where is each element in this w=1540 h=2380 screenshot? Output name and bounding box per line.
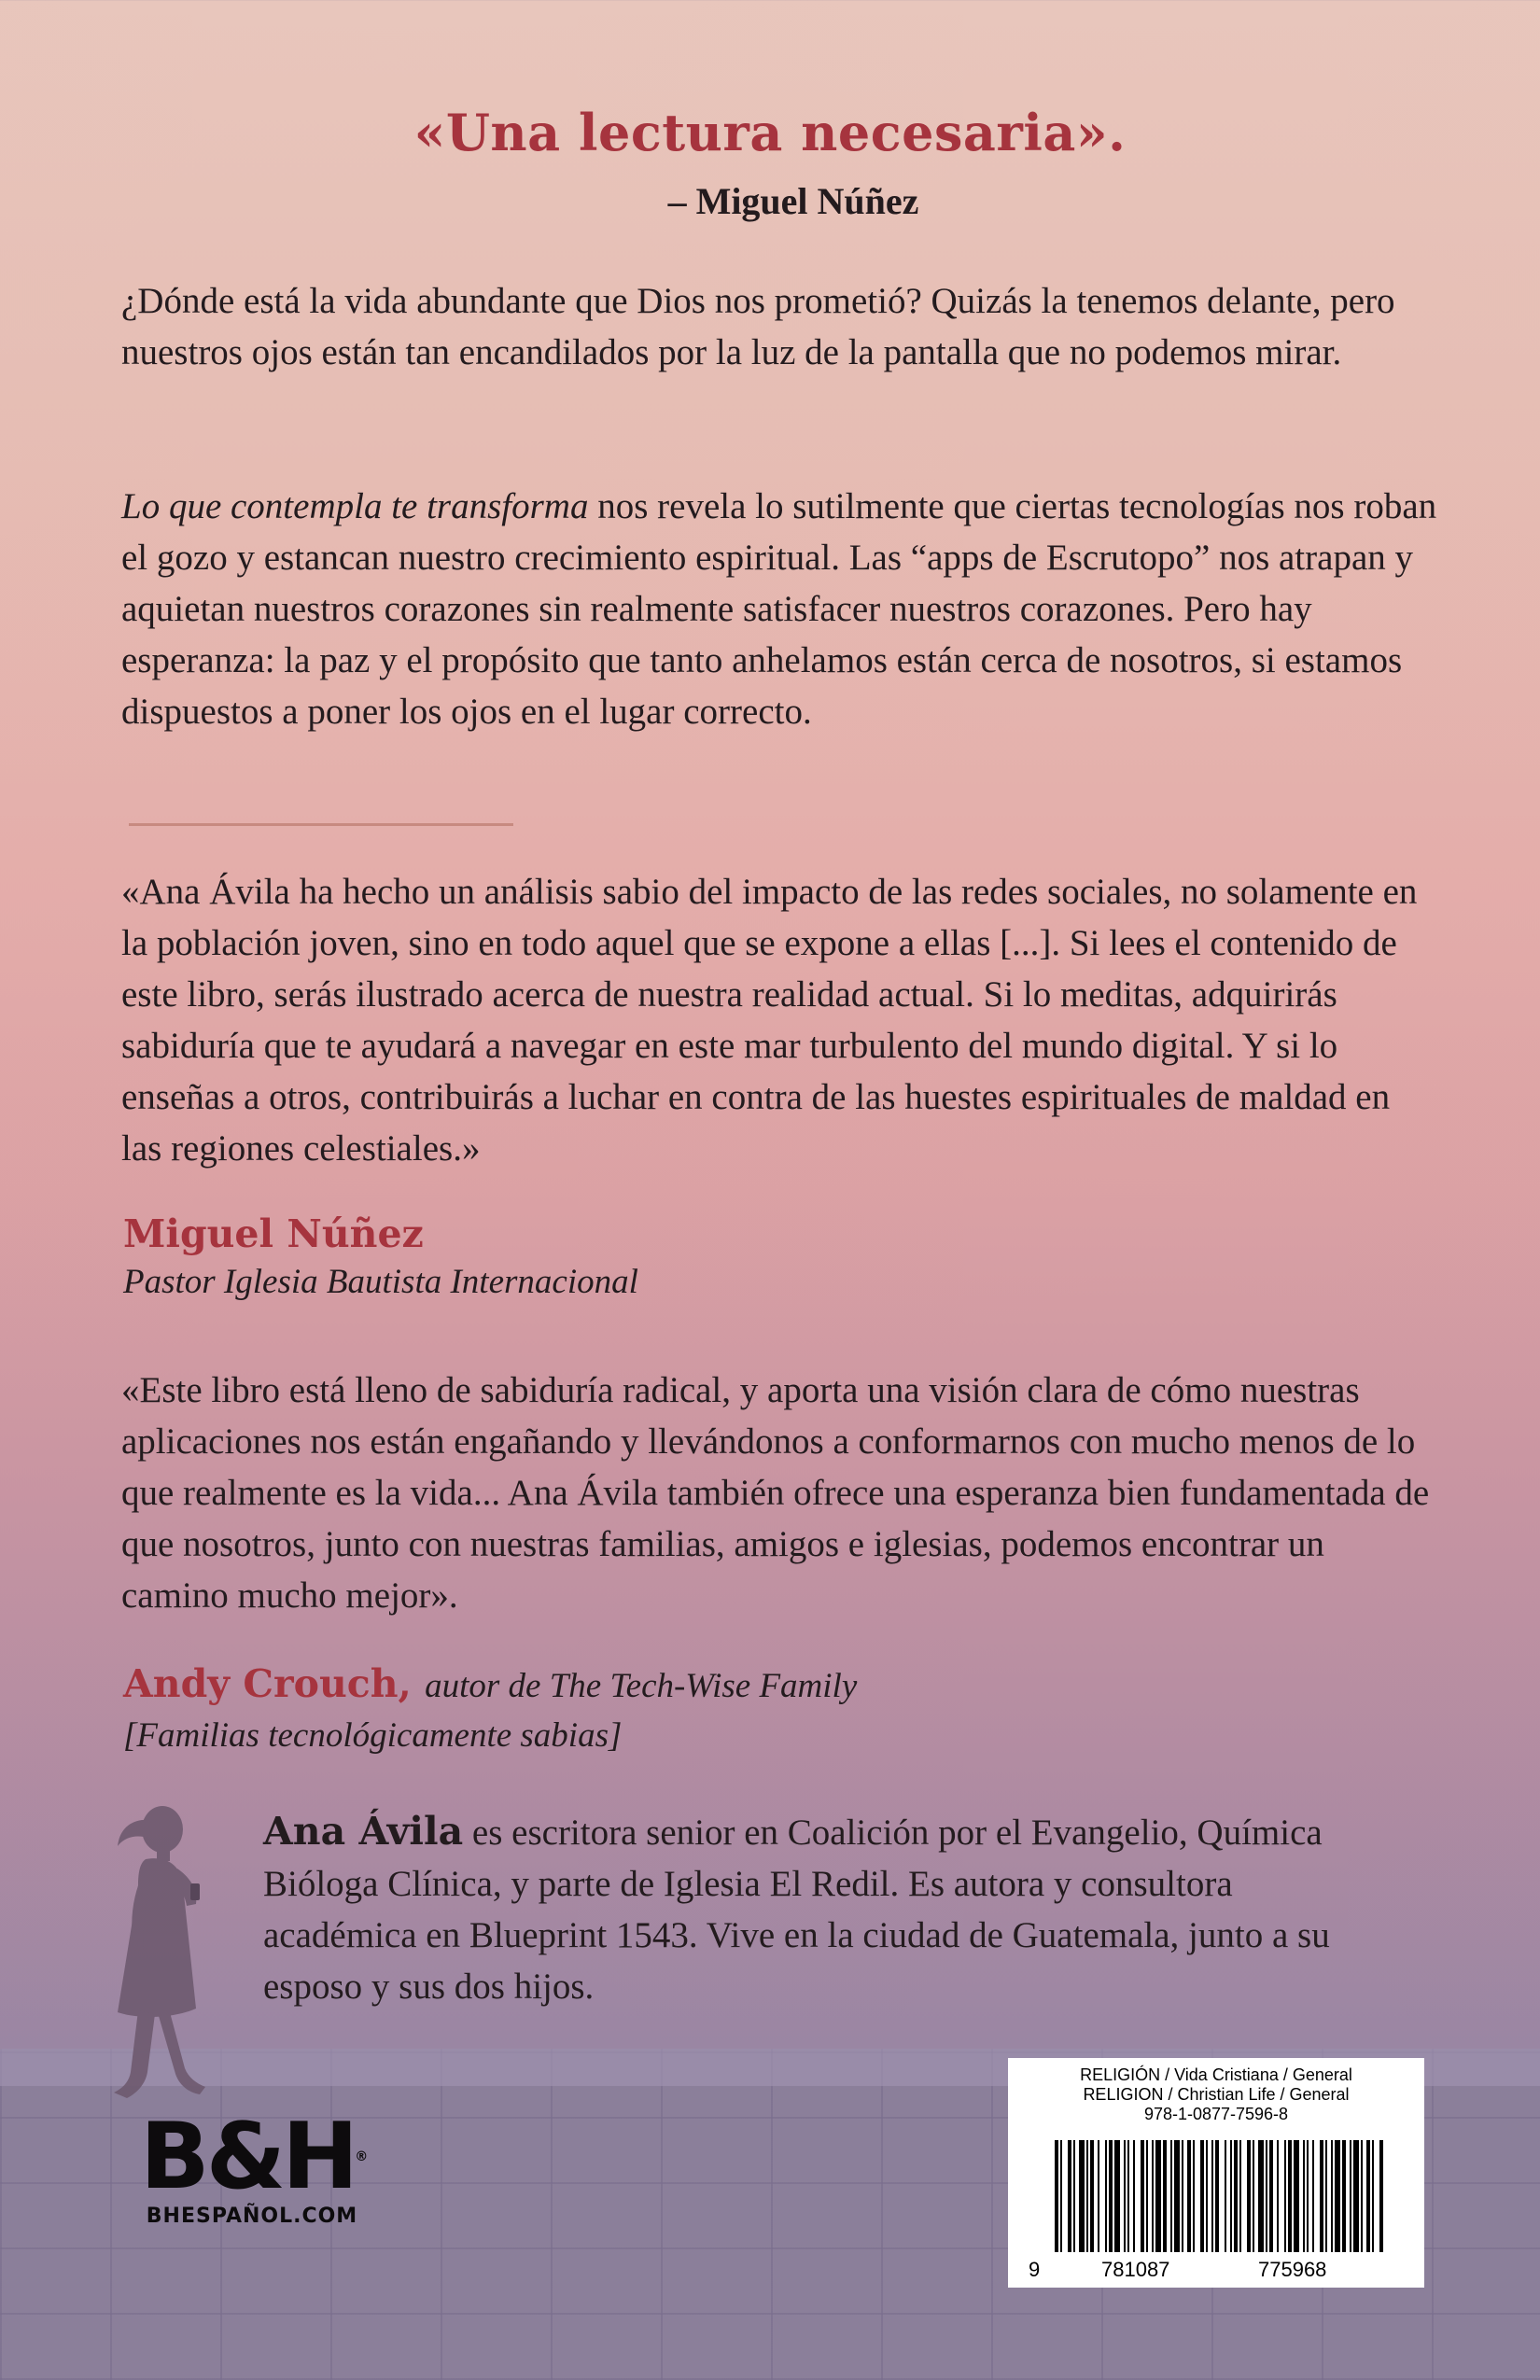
barcode-bar <box>1170 2140 1172 2252</box>
barcode-bar <box>1277 2140 1279 2252</box>
barcode-bar <box>1187 2140 1191 2252</box>
endorsement-1-name: Miguel Núñez <box>123 1211 424 1256</box>
endorsement-1-text: «Ana Ávila ha hecho un análisis sabio del impacto de las redes sociales, no solamente en la población joven, sino en todo aquel que se expone a ellas [...]. Si lees el contenido de este libro, serás ilustrado acerca de nuestra realidad actual. Si lo meditas, adquirirás sabiduría que te ayudará a navegar en este mar turbulento del mundo digital. Y si lo enseñas a otros, contribuirás a luchar en contra de las huestes espirituales de maldad en las regiones celestiales.» <box>121 872 1418 1169</box>
barcode-bar <box>1060 2140 1062 2252</box>
barcode-bar <box>1152 2140 1154 2252</box>
barcode-isbn: 978-1-0877-7596-8 <box>1143 2105 1289 2123</box>
intro-paragraph-2-rest: nos revela lo sutilmente que ciertas tecnologías nos roban el gozo y estancan nuestro crecimiento espiritual. Las “apps de Escrutopo” nos atrapan y aquietan nuestros corazones sin realmente satisfacer nuestros corazones. Pero hay esperanza: la paz y el propósito que tanto anhelamos están cerca de nosotros, si estamos dispuestos a poner los ojos en el lugar correcto. <box>121 486 1437 732</box>
barcode-bar <box>1307 2140 1309 2252</box>
barcode-bar <box>1105 2140 1107 2252</box>
barcode-left-digits: 781087 <box>1101 2258 1170 2281</box>
endorsement-2-name: Andy Crouch, <box>123 1661 412 1706</box>
barcode-bar <box>1284 2140 1286 2252</box>
barcode-bar <box>1206 2140 1208 2252</box>
barcode-bar <box>1086 2140 1088 2252</box>
barcode-bar <box>1055 2140 1058 2252</box>
barcode-bar <box>1124 2140 1126 2252</box>
barcode-bar <box>1090 2140 1094 2252</box>
endorsement-1-role: Pastor Iglesia Bautista Internacional <box>123 1263 638 1301</box>
barcode-bar <box>1098 2140 1099 2252</box>
barcode-category-es: RELIGIÓN / Vida Cristiana / General <box>1080 2065 1352 2084</box>
barcode-bar <box>1230 2140 1232 2252</box>
barcode-bar <box>1073 2140 1075 2252</box>
barcode-bar <box>1239 2140 1241 2252</box>
barcode-bar <box>1200 2140 1204 2252</box>
barcode-bar <box>1225 2140 1226 2252</box>
barcode-bar <box>1266 2140 1267 2252</box>
barcode-bar <box>1109 2140 1113 2252</box>
barcode-bar <box>1079 2140 1085 2252</box>
barcode-bar <box>1342 2140 1346 2252</box>
section-divider <box>129 823 513 826</box>
barcode-bar <box>1253 2140 1254 2252</box>
author-bio <box>263 1806 1365 2012</box>
intro-paragraph-2 <box>121 481 1437 737</box>
barcode-bar <box>1068 2140 1071 2252</box>
barcode-bar <box>1127 2140 1129 2252</box>
barcode-bar <box>1146 2140 1148 2252</box>
barcode-bar <box>1366 2140 1370 2252</box>
book-title: Lo que contempla te transforma <box>121 486 589 526</box>
barcode-bar <box>1182 2140 1183 2252</box>
barcode-bar <box>1193 2140 1195 2252</box>
barcode-bar <box>1269 2140 1273 2252</box>
barcode-bar <box>1303 2140 1305 2252</box>
barcode-lead-digit: 9 <box>1029 2258 1041 2281</box>
barcode-bar <box>1294 2140 1299 2252</box>
barcode-bar <box>1335 2140 1340 2252</box>
barcode-bar <box>1163 2140 1167 2252</box>
barcode-bar <box>1211 2140 1213 2252</box>
publisher-logo <box>140 2104 369 2228</box>
barcode-bar <box>1350 2140 1351 2252</box>
intro-paragraph-1: ¿Dónde está la vida abundante que Dios nos prometió? Quizás la tenemos delante, pero nuestros ojos están tan encandilados por la luz de la pantalla que no podemos mirar. <box>121 281 1395 372</box>
barcode-bar <box>1320 2140 1323 2252</box>
barcode-bar <box>1133 2140 1135 2252</box>
barcode-category-en: RELIGION / Christian Life / General <box>1083 2085 1350 2104</box>
barcode-bar <box>1155 2140 1161 2252</box>
headline-quote: «Una lectura necesaria». <box>413 103 1127 162</box>
barcode-bar <box>1379 2140 1383 2252</box>
barcode-bar <box>1312 2140 1314 2252</box>
barcode-bar <box>1353 2140 1359 2252</box>
barcode-bar <box>1141 2140 1144 2252</box>
publisher-logo-mark: B&H® <box>140 2104 369 2210</box>
author-name: Ana Ávila <box>263 1809 464 1854</box>
barcode-bar <box>1372 2140 1374 2252</box>
barcode-bar <box>1114 2140 1120 2252</box>
endorsement-2-role-translation: [Familias tecnológicamente sabias] <box>123 1716 623 1755</box>
author-bio-text: es escritora senior en Coalición por el Evangelio, Química Bióloga Clínica, y parte de Iglesia El Redil. Es autora y consultora académica en Blueprint 1543. Vive en la ciudad de Guatemala, junto a su esposo y sus dos hijos. <box>263 1813 1330 2007</box>
endorsement-2-role: autor de The Tech-Wise Family <box>425 1667 858 1705</box>
barcode-box <box>1008 2058 1424 2288</box>
barcode-bar <box>1174 2140 1180 2252</box>
barcode-bar <box>1215 2140 1219 2252</box>
endorsement-2-attribution <box>123 1661 857 1706</box>
barcode-bar <box>1331 2140 1333 2252</box>
publisher-url: BHESPAÑOL.COM <box>146 2205 358 2228</box>
endorsement-2-text: «Este libro está lleno de sabiduría radical, y aporta una visión clara de cómo nuestras aplicaciones nos están engañando y llevándonos a conformarnos con mucho menos de lo que realmente es la vida... Ana Ávila también ofrece una esperanza bien fundamentada de que nosotros, junto con nuestras familias, amigos e iglesias, podemos encontrar un camino mucho mejor». <box>121 1370 1430 1616</box>
barcode-icon <box>1008 2058 1424 2288</box>
barcode-bar <box>1234 2140 1238 2252</box>
barcode-right-digits: 775968 <box>1258 2258 1327 2281</box>
barcode-bar <box>1361 2140 1363 2252</box>
barcode-bar <box>1258 2140 1264 2252</box>
headline-attribution: – Miguel Núñez <box>667 180 919 222</box>
barcode-bar <box>1247 2140 1251 2252</box>
woman-silhouette-icon <box>65 1792 252 2109</box>
barcode-bar <box>1288 2140 1292 2252</box>
barcode-bar <box>1325 2140 1327 2252</box>
